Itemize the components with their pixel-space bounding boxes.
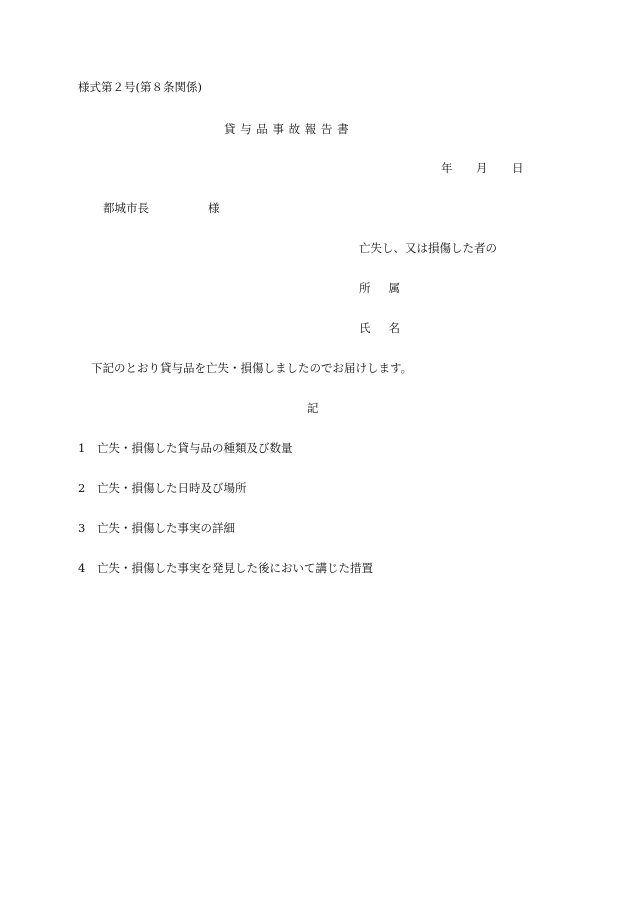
list-item [78, 521, 235, 535]
item-text: 亡失・損傷した事実の詳細 [97, 521, 235, 535]
ki-heading: 記 [307, 401, 319, 415]
honorific: 様 [208, 201, 220, 215]
document-title: 貸 与 品 事 故 報 告 書 [224, 122, 350, 136]
item-number: 2 [78, 481, 86, 495]
reporter-heading: 亡失し、又は損傷した者の [359, 241, 497, 255]
item-text: 亡失・損傷した事実を発見した後において講じた措置 [97, 561, 373, 575]
item-text: 亡失・損傷した貸与品の種類及び数量 [97, 441, 293, 455]
name-label [359, 321, 400, 335]
item-number: 4 [78, 561, 86, 575]
name-char-1: 氏 [359, 321, 371, 335]
item-text: 亡失・損傷した日時及び場所 [97, 481, 247, 495]
item-number: 3 [78, 521, 86, 535]
date-year-label: 年 [441, 161, 453, 175]
form-number: 様式第２号(第８条関係) [78, 80, 202, 94]
name-char-2: 名 [388, 321, 400, 335]
affiliation-label [359, 281, 400, 295]
list-item [78, 441, 293, 455]
affiliation-char-1: 所 [359, 281, 371, 295]
list-item [78, 561, 373, 575]
date-month-label: 月 [476, 161, 488, 175]
affiliation-char-2: 属 [388, 281, 400, 295]
date-day-label: 日 [512, 161, 524, 175]
item-number: 1 [78, 441, 86, 455]
intro-sentence: 下記のとおり貸与品を亡失・損傷しましたのでお届けします。 [91, 361, 413, 375]
addressee: 都城市長 [103, 201, 149, 215]
list-item [78, 481, 247, 495]
